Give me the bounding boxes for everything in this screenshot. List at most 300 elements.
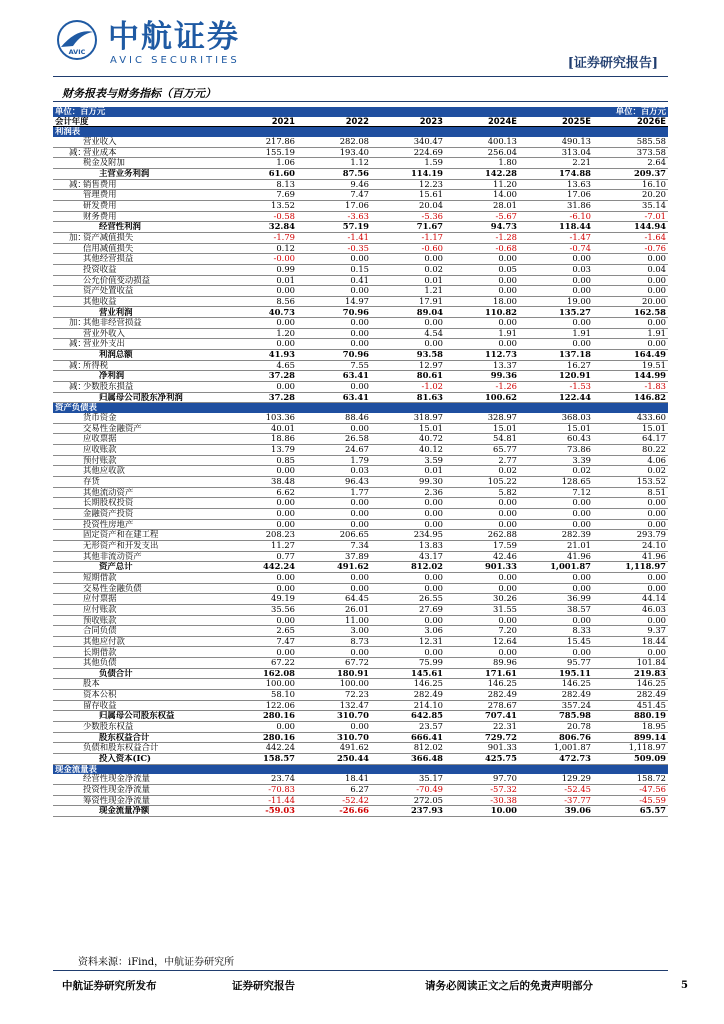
report-type-tag: [证券研究报告]: [567, 56, 658, 71]
value-cell: 219.83: [593, 668, 668, 679]
value-cell: 2.64: [593, 158, 668, 169]
value-cell: 901.33: [445, 562, 519, 573]
value-cell: 0.00: [223, 572, 297, 583]
row-label-text: 主营业务利润: [99, 168, 150, 178]
value-cell: 2.65: [223, 626, 297, 637]
row-label: [53, 168, 223, 179]
table-row: [53, 615, 668, 626]
value-cell: 30.26: [445, 594, 519, 605]
value-cell: 3.06: [371, 626, 445, 637]
avic-logo-icon: [57, 20, 97, 60]
value-cell: 26.58: [297, 434, 371, 445]
value-cell: 67.72: [297, 658, 371, 669]
row-label: [53, 562, 223, 573]
value-cell: 15.61: [371, 190, 445, 201]
value-cell: 0.02: [519, 466, 593, 477]
value-cell: 491.62: [297, 562, 371, 573]
row-label-text: 应收票据: [83, 433, 117, 444]
value-cell: 282.49: [519, 690, 593, 701]
value-cell: 63.41: [297, 392, 371, 403]
value-cell: 208.23: [223, 530, 297, 541]
value-cell: 38.48: [223, 476, 297, 487]
value-cell: 18.00: [445, 296, 519, 307]
value-cell: 24.67: [297, 445, 371, 456]
row-label-text: 应收账款: [83, 444, 117, 455]
value-cell: 40.73: [223, 307, 297, 318]
value-cell: 0.00: [519, 318, 593, 329]
table-row: [53, 754, 668, 765]
table-row: [53, 711, 668, 722]
value-cell: 40.72: [371, 434, 445, 445]
row-label-text: 营业收入: [83, 136, 117, 146]
value-cell: 812.02: [371, 562, 445, 573]
value-cell: 54.81: [445, 434, 519, 445]
row-label: [53, 594, 223, 605]
value-cell: 171.61: [445, 668, 519, 679]
value-cell: 16.27: [519, 360, 593, 371]
table-row: [53, 806, 668, 817]
value-cell: 122.44: [519, 392, 593, 403]
table-row: [53, 487, 668, 498]
value-cell: 37.28: [223, 371, 297, 382]
table-row: [53, 604, 668, 615]
footer-disclaimer: 请务必阅读正文之后的免责声明部分: [425, 980, 593, 992]
table-row: [53, 360, 668, 371]
value-cell: -57.32: [445, 785, 519, 796]
value-cell: 0.00: [445, 572, 519, 583]
row-label: [53, 392, 223, 403]
value-cell: 89.04: [371, 307, 445, 318]
value-cell: -7.01: [593, 211, 668, 222]
value-cell: 0.00: [371, 572, 445, 583]
value-cell: 0.00: [223, 339, 297, 350]
value-cell: 49.19: [223, 594, 297, 605]
header-divider: [53, 76, 668, 77]
table-row: [53, 211, 668, 222]
value-cell: 35.56: [223, 604, 297, 615]
value-cell: 7.55: [297, 360, 371, 371]
value-cell: 0.00: [223, 318, 297, 329]
section-header-row: [53, 127, 668, 137]
row-label-text: 经营性利润: [99, 221, 141, 232]
value-cell: 44.14: [593, 594, 668, 605]
value-cell: 6.27: [297, 785, 371, 796]
value-cell: 234.95: [371, 530, 445, 541]
table-row: [53, 647, 668, 658]
footer-divider: [53, 970, 668, 971]
row-label: [53, 754, 223, 765]
value-cell: -11.44: [223, 795, 297, 806]
value-cell: 13.52: [223, 200, 297, 211]
value-cell: 0.00: [593, 254, 668, 265]
value-cell: 491.62: [297, 743, 371, 754]
value-cell: 0.00: [371, 498, 445, 509]
value-cell: 0.00: [519, 519, 593, 530]
value-cell: 0.77: [223, 551, 297, 562]
row-label: [53, 530, 223, 541]
row-label-text: 营业利润: [99, 306, 133, 317]
value-cell: 42.46: [445, 551, 519, 562]
value-cell: 162.58: [593, 307, 668, 318]
row-label-text: 营业外支出: [83, 338, 125, 349]
table-row: [53, 626, 668, 637]
value-cell: 0.00: [371, 519, 445, 530]
row-prefix: 减：: [69, 179, 86, 189]
row-label-text: 资产减值损失: [83, 232, 134, 242]
unit-row: [53, 107, 668, 117]
value-cell: 214.10: [371, 700, 445, 711]
value-cell: 13.79: [223, 445, 297, 456]
value-cell: 585.58: [593, 137, 668, 147]
value-cell: 43.17: [371, 551, 445, 562]
value-cell: 729.72: [445, 732, 519, 743]
table-row: [53, 137, 668, 147]
value-cell: 206.65: [297, 530, 371, 541]
value-cell: 40.12: [371, 445, 445, 456]
row-label-text: 应付票据: [83, 593, 117, 604]
value-cell: 96.43: [297, 476, 371, 487]
value-cell: 100.62: [445, 392, 519, 403]
value-cell: -47.56: [593, 785, 668, 796]
table-row: [53, 158, 668, 169]
value-cell: 642.85: [371, 711, 445, 722]
value-cell: -52.42: [297, 795, 371, 806]
value-cell: 9.37: [593, 626, 668, 637]
value-cell: 31.86: [519, 200, 593, 211]
value-cell: 81.63: [371, 392, 445, 403]
value-cell: 16.10: [593, 179, 668, 190]
table-row: [53, 551, 668, 562]
value-cell: 0.00: [297, 318, 371, 329]
value-cell: 0.00: [297, 498, 371, 509]
value-cell: 0.05: [445, 264, 519, 275]
value-cell: 23.57: [371, 722, 445, 733]
value-cell: 146.82: [593, 392, 668, 403]
table-row: [53, 583, 668, 594]
row-label: [53, 382, 223, 393]
value-cell: 0.00: [445, 275, 519, 286]
value-cell: 0.12: [223, 243, 297, 254]
value-cell: 1.80: [445, 158, 519, 169]
table-row: [53, 307, 668, 318]
value-cell: 17.06: [297, 200, 371, 211]
row-label-text: 短期借款: [83, 572, 117, 582]
value-cell: 1.06: [223, 158, 297, 169]
value-cell: 373.58: [593, 147, 668, 158]
value-cell: -45.59: [593, 795, 668, 806]
value-cell: 11.00: [297, 615, 371, 626]
year-header-row: [53, 117, 668, 127]
value-cell: 2.77: [445, 455, 519, 466]
value-cell: -0.35: [297, 243, 371, 254]
row-prefix: 加：: [69, 317, 86, 328]
row-label: [53, 679, 223, 690]
value-cell: 0.01: [223, 275, 297, 286]
value-cell: 0.00: [519, 615, 593, 626]
value-cell: 0.03: [519, 264, 593, 275]
title-divider: [53, 101, 668, 102]
value-cell: 0.00: [445, 583, 519, 594]
section-header-label: 现金流量表: [53, 764, 668, 774]
value-cell: -1.79: [223, 232, 297, 243]
value-cell: 39.06: [519, 806, 593, 817]
value-cell: -0.00: [223, 254, 297, 265]
row-label-text: 信用减值损失: [83, 243, 134, 253]
row-label-text: 其他应付款: [83, 636, 125, 646]
row-prefix: 减：: [69, 381, 86, 392]
table-row: [53, 679, 668, 690]
row-label-text: 利润总额: [99, 349, 133, 360]
row-label-text: 公允价值变动损益: [83, 275, 150, 285]
value-cell: 20.20: [593, 190, 668, 201]
value-cell: 250.44: [297, 754, 371, 765]
value-cell: 36.99: [519, 594, 593, 605]
value-cell: 13.37: [445, 360, 519, 371]
value-cell: 31.55: [445, 604, 519, 615]
value-cell: 280.16: [223, 711, 297, 722]
row-label: [53, 158, 223, 169]
value-cell: 100.00: [297, 679, 371, 690]
value-cell: 0.00: [297, 423, 371, 434]
value-cell: 38.57: [519, 604, 593, 615]
row-label: [53, 636, 223, 647]
value-cell: 0.00: [297, 328, 371, 339]
row-prefix: 减：: [69, 147, 86, 157]
value-cell: 433.60: [593, 413, 668, 423]
value-cell: 105.22: [445, 476, 519, 487]
source-note: 资料来源：iFind，中航证券研究所: [78, 957, 235, 968]
value-cell: 46.03: [593, 604, 668, 615]
value-cell: 0.00: [445, 615, 519, 626]
value-cell: -3.63: [297, 211, 371, 222]
value-cell: 0.00: [445, 647, 519, 658]
value-cell: 340.47: [371, 137, 445, 147]
value-cell: 26.01: [297, 604, 371, 615]
value-cell: 0.00: [593, 508, 668, 519]
value-cell: 20.78: [519, 722, 593, 733]
value-cell: 282.08: [297, 137, 371, 147]
value-cell: 158.57: [223, 754, 297, 765]
row-label-text: 所得税: [83, 360, 109, 370]
value-cell: 272.05: [371, 795, 445, 806]
row-label: [53, 275, 223, 286]
value-cell: 0.00: [223, 382, 297, 393]
footer-publisher: 中航证券研究所发布: [62, 980, 157, 992]
value-cell: 1.20: [223, 328, 297, 339]
value-cell: 0.00: [593, 318, 668, 329]
value-cell: 18.41: [297, 774, 371, 784]
row-label-text: 资产总计: [99, 561, 133, 572]
value-cell: 0.00: [223, 722, 297, 733]
value-cell: 0.00: [593, 519, 668, 530]
logo-chinese-name: 中航证券: [108, 19, 240, 55]
row-label: [53, 519, 223, 530]
value-cell: 15.45: [519, 636, 593, 647]
value-cell: 0.00: [297, 382, 371, 393]
row-label: [53, 795, 223, 806]
value-cell: 118.44: [519, 222, 593, 233]
value-cell: 310.70: [297, 711, 371, 722]
row-label-text: 少数股东权益: [83, 721, 134, 732]
value-cell: 0.00: [371, 254, 445, 265]
unit-label-left: 单位：百万元: [53, 107, 223, 117]
row-label-text: 预收账款: [83, 615, 117, 625]
value-cell: 366.48: [371, 754, 445, 765]
table-row: [53, 476, 668, 487]
value-cell: 262.88: [445, 530, 519, 541]
row-label-text: 金融资产投资: [83, 508, 134, 518]
value-cell: 318.97: [371, 413, 445, 423]
value-cell: 0.00: [223, 583, 297, 594]
table-body: [53, 107, 668, 816]
row-label-text: 筹资性现金净流量: [83, 795, 150, 805]
table-row: [53, 286, 668, 297]
value-cell: 1,118.97: [593, 743, 668, 754]
value-cell: 0.02: [445, 466, 519, 477]
value-cell: -0.68: [445, 243, 519, 254]
table-row: [53, 562, 668, 573]
value-cell: 0.02: [371, 264, 445, 275]
row-label: [53, 339, 223, 350]
table-row: [53, 371, 668, 382]
value-cell: 99.36: [445, 371, 519, 382]
value-cell: 70.96: [297, 307, 371, 318]
value-cell: 0.00: [297, 508, 371, 519]
row-label: [53, 423, 223, 434]
value-cell: 17.06: [519, 190, 593, 201]
row-label: [53, 455, 223, 466]
value-cell: 0.00: [519, 254, 593, 265]
value-cell: 99.30: [371, 476, 445, 487]
row-label-text: 固定资产和在建工程: [83, 529, 159, 540]
value-cell: 0.00: [519, 286, 593, 297]
value-cell: 0.03: [297, 466, 371, 477]
value-cell: 256.04: [445, 147, 519, 158]
svg-text:AVIC: AVIC: [68, 48, 86, 56]
value-cell: 129.29: [519, 774, 593, 784]
table-row: [53, 690, 668, 701]
value-cell: 13.63: [519, 179, 593, 190]
value-cell: 0.00: [519, 498, 593, 509]
value-cell: 1,001.87: [519, 743, 593, 754]
value-cell: 278.67: [445, 700, 519, 711]
table-row: [53, 455, 668, 466]
table-row: [53, 572, 668, 583]
value-cell: 442.24: [223, 743, 297, 754]
value-cell: 3.39: [519, 455, 593, 466]
value-cell: 0.00: [297, 286, 371, 297]
value-cell: 0.01: [371, 275, 445, 286]
value-cell: -70.83: [223, 785, 297, 796]
value-cell: 12.97: [371, 360, 445, 371]
row-label-text: 净利润: [99, 370, 125, 381]
value-cell: 0.00: [593, 647, 668, 658]
value-cell: 3.59: [371, 455, 445, 466]
value-cell: 666.41: [371, 732, 445, 743]
value-cell: 0.00: [445, 508, 519, 519]
value-cell: 282.49: [593, 690, 668, 701]
value-cell: -0.74: [519, 243, 593, 254]
value-cell: 15.01: [519, 423, 593, 434]
value-cell: 80.22: [593, 445, 668, 456]
value-cell: 35.17: [371, 774, 445, 784]
table-row: [53, 466, 668, 477]
row-label: [53, 190, 223, 201]
value-cell: 4.06: [593, 455, 668, 466]
value-cell: 144.99: [593, 371, 668, 382]
value-cell: 0.00: [223, 647, 297, 658]
row-label-text: 财务费用: [83, 211, 117, 221]
value-cell: -1.02: [371, 382, 445, 393]
table-row: [53, 168, 668, 179]
value-cell: 1.91: [445, 328, 519, 339]
value-cell: 0.00: [297, 339, 371, 350]
value-cell: 12.64: [445, 636, 519, 647]
value-cell: 17.91: [371, 296, 445, 307]
table-row: [53, 222, 668, 233]
value-cell: 2.36: [371, 487, 445, 498]
row-label: [53, 732, 223, 743]
year-header-cell: 2023: [371, 117, 445, 127]
row-label-text: 存货: [83, 476, 100, 486]
row-label: [53, 413, 223, 423]
value-cell: 89.96: [445, 658, 519, 669]
value-cell: 95.77: [519, 658, 593, 669]
table-row: [53, 382, 668, 393]
value-cell: 707.41: [445, 711, 519, 722]
value-cell: 0.00: [371, 339, 445, 350]
value-cell: 7.47: [223, 636, 297, 647]
row-label: [53, 540, 223, 551]
value-cell: 146.25: [445, 679, 519, 690]
table-row: [53, 350, 668, 361]
value-cell: 41.96: [593, 551, 668, 562]
value-cell: 357.24: [519, 700, 593, 711]
row-label: [53, 445, 223, 456]
row-label-text: 投入资本(IC): [99, 753, 152, 764]
row-label: [53, 200, 223, 211]
value-cell: 7.34: [297, 540, 371, 551]
row-label-text: 货币资金: [83, 413, 117, 423]
value-cell: 18.44: [593, 636, 668, 647]
value-cell: 20.04: [371, 200, 445, 211]
row-label-text: 经营性现金净流量: [83, 774, 150, 784]
value-cell: 193.40: [297, 147, 371, 158]
year-header-cell: 2024E: [445, 117, 519, 127]
row-label-text: 投资性现金净流量: [83, 784, 150, 795]
row-label-text: 无形资产和开发支出: [83, 540, 159, 550]
value-cell: 1.21: [371, 286, 445, 297]
table-row: [53, 498, 668, 509]
value-cell: 4.65: [223, 360, 297, 371]
value-cell: 72.23: [297, 690, 371, 701]
value-cell: 155.19: [223, 147, 297, 158]
row-label: [53, 307, 223, 318]
table-row: [53, 668, 668, 679]
value-cell: 128.65: [519, 476, 593, 487]
row-label-text: 少数股东损益: [83, 381, 134, 392]
value-cell: 137.18: [519, 350, 593, 361]
value-cell: 880.19: [593, 711, 668, 722]
value-cell: 490.13: [519, 137, 593, 147]
table-row: [53, 732, 668, 743]
value-cell: -1.53: [519, 382, 593, 393]
row-label-text: 归属母公司股东净利润: [99, 392, 183, 402]
value-cell: 0.04: [593, 264, 668, 275]
value-cell: 60.43: [519, 434, 593, 445]
row-label: [53, 572, 223, 583]
row-label: [53, 806, 223, 817]
